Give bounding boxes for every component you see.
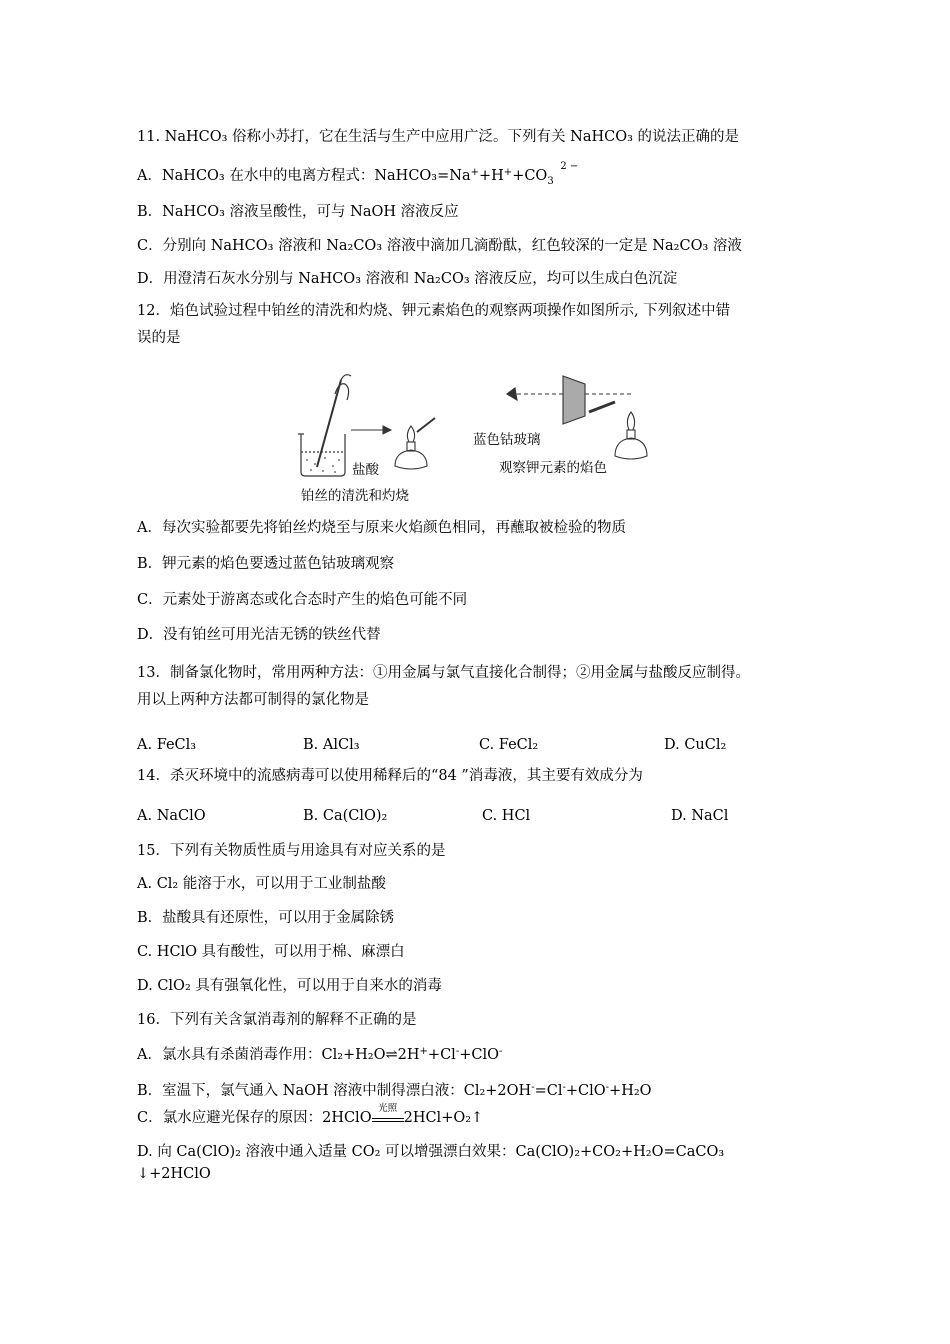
carbonate-ion-charge: [547, 161, 579, 188]
q11-option-c: C．分别向 NaHCO₃ 溶液和 Na₂CO₃ 溶液中滴加几滴酚酞，红色较深的一定是 Na₂CO₃ 溶液: [137, 238, 742, 254]
q15-option-b: B．盐酸具有还原性，可以用于金属除锈: [137, 910, 395, 926]
q16-b-t1: B．室温下，氯气通入 NaOH 溶液中制得漂白液：Cl₂+2OH: [137, 1083, 532, 1099]
q16-option-d-line2: ↓+2HClO: [137, 1166, 211, 1182]
acid-dots: [306, 457, 340, 473]
q12-option-c: C．元素处于游离态或化合态时产生的焰色可能不同: [137, 592, 468, 608]
q12-option-b: B．钾元素的焰色要透过蓝色钴玻璃观察: [137, 556, 395, 572]
q16-b-s2: -: [562, 1082, 566, 1093]
q14-option-a: A. NaClO: [137, 808, 206, 824]
q14-option-d: D. NaCl: [671, 808, 729, 824]
label-acid: 盐酸: [352, 462, 379, 478]
q13-option-a: A. FeCl₃: [137, 737, 197, 753]
q16-option-d-line1: D. 向 Ca(ClO)₂ 溶液中通入适量 CO₂ 可以增强漂白效果：Ca(ClO)₂+CO₂+H₂O=CaCO₃: [137, 1144, 725, 1160]
q16-c-t1: C．氯水应避光保存的原因：2HClO: [137, 1110, 372, 1126]
q12-stem-line1: 12．焰色试验过程中铂丝的清洗和灼烧、钾元素焰色的观察两项操作如图所示, 下列叙述中错: [137, 303, 731, 319]
q14-option-b: B. Ca(ClO)₂: [303, 808, 388, 824]
q15-option-c: C. HClO 具有酸性，可以用于棉、麻漂白: [137, 944, 405, 960]
beaker-apparatus: [298, 375, 351, 476]
q13-option-c: C. FeCl₂: [479, 737, 539, 753]
q11-a-text2: +H: [479, 168, 504, 184]
q14-option-c: C. HCl: [482, 808, 531, 824]
label-observe-k: 观察钾元素的焰色: [499, 460, 607, 476]
q16-a-t1: A．氯水具有杀菌消毒作用：Cl₂+H₂O⇌2H: [137, 1047, 420, 1063]
q13-option-b: B. AlCl₃: [303, 737, 360, 753]
alcohol-lamp-left: [395, 418, 435, 469]
q13-stem-line2: 用以上两种方法都可制得的氯化物是: [137, 692, 369, 708]
q11-stem: 11. NaHCO₃ 俗称小苏打，它在生活与生产中应用广泛。下列有关 NaHCO₃ 的说法正确的是: [137, 129, 740, 145]
q16-a-s2: -: [455, 1046, 460, 1057]
q11-a-sup2: +: [503, 167, 513, 178]
flame-test-figure: [295, 372, 655, 507]
q16-b-t3: +ClO: [565, 1083, 606, 1099]
q11-a-sub: 3: [547, 176, 554, 187]
q11-a-sup3: 2 −: [560, 161, 579, 172]
q11-option-b: B．NaHCO₃ 溶液呈酸性，可与 NaOH 溶液反应: [137, 204, 459, 220]
q11-a-sup1: +: [470, 167, 479, 178]
label-wash-burn: 铂丝的清洗和灼烧: [301, 488, 409, 504]
q16-option-a: [137, 1045, 502, 1065]
q15-stem: 15．下列有关物质性质与用途具有对应关系的是: [137, 843, 446, 859]
q12-option-a: A．每次实验都要先将铂丝灼烧至与原来火焰颜色相同，再蘸取被检验的物质: [137, 520, 626, 536]
light-condition-equals: [372, 1103, 404, 1122]
q12-option-d: D．没有铂丝可用光洁无锈的铁丝代替: [137, 627, 381, 643]
q15-option-d: D. ClO₂ 具有强氧化性，可以用于自来水的消毒: [137, 978, 442, 994]
q14-stem: 14．杀灭环境中的流感病毒可以使用稀释后的“84 ”消毒液，其主要有效成分为: [137, 768, 643, 784]
q16-c-cond: 光照: [378, 1103, 398, 1114]
q13-stem-line1: 13．制备氯化物时，常用两种方法：①用金属与氯气直接化合制得；②用金属与盐酸反应制得。: [137, 665, 750, 681]
q16-c-t2: 2HCl+O₂↑: [403, 1110, 484, 1126]
q11-a-text1: A．NaHCO₃ 在水中的电离方程式：NaHCO₃=Na: [137, 168, 471, 184]
q16-a-s3: -: [498, 1046, 503, 1057]
q13-option-d: D. CuCl₂: [664, 737, 727, 753]
q16-option-b: [137, 1081, 652, 1101]
q15-option-a: A. Cl₂ 能溶于水，可以用于工业制盐酸: [137, 876, 386, 892]
q16-b-s1: -: [531, 1082, 535, 1093]
q16-stem: 16．下列有关含氯消毒剂的解释不正确的是: [137, 1012, 417, 1028]
q12-stem-line2: 误的是: [137, 330, 181, 346]
q16-a-t2: +Cl: [427, 1047, 456, 1063]
q11-a-text3: +CO: [512, 168, 548, 184]
q16-b-s3: -: [605, 1082, 610, 1093]
label-cobalt-glass: 蓝色钴玻璃: [473, 432, 541, 448]
process-arrow: [351, 426, 391, 434]
q16-option-c: [137, 1103, 484, 1128]
q16-a-t3: +ClO: [459, 1047, 499, 1063]
q11-option-d: D．用澄清石灰水分别与 NaHCO₃ 溶液和 Na₂CO₃ 溶液反应，均可以生成白色沉淀: [137, 271, 678, 287]
q16-b-t4: +H₂O: [609, 1083, 652, 1099]
q11-option-a: [137, 161, 579, 188]
q16-b-t2: =Cl: [534, 1083, 563, 1099]
q16-a-s1: +: [419, 1046, 428, 1057]
